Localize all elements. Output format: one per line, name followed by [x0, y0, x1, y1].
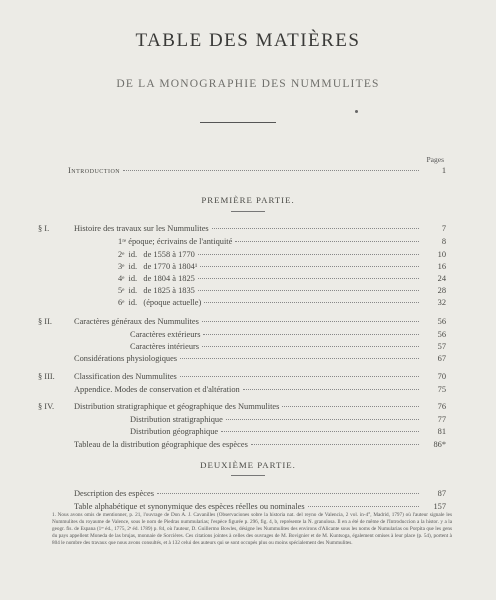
- toc-entry: [38, 317, 446, 326]
- toc-entry: [38, 372, 446, 381]
- pages-column-header: Pages: [426, 155, 444, 164]
- toc-entry-text: Caractères généraux des Nummulites: [74, 317, 199, 326]
- dot-leader: [180, 358, 419, 359]
- toc-introduction-label: Introduction: [68, 166, 121, 175]
- toc-entry-page: 76: [437, 402, 446, 411]
- toc-entry-page: 7: [441, 224, 446, 233]
- toc-entry-page: 75: [437, 385, 446, 394]
- toc-entry-text: 6ᵉ id. (époque actuelle): [118, 298, 202, 307]
- dot-leader: [123, 170, 419, 171]
- toc-entry-text: Considérations physiologiques: [74, 354, 178, 363]
- dot-leader: [235, 241, 419, 242]
- toc-entry-page: 87: [437, 489, 446, 498]
- toc-entry: [38, 354, 446, 363]
- toc-section-number: § IV.: [38, 402, 55, 411]
- toc-entry-page: 32: [437, 298, 446, 307]
- dot-leader: [202, 321, 419, 322]
- toc-entry: [38, 286, 446, 295]
- toc-entry-page: 67: [437, 354, 446, 363]
- toc-entry: [38, 489, 446, 498]
- toc-entry-text: Description des espèces: [74, 489, 155, 498]
- toc-entry-page: 24: [437, 274, 446, 283]
- toc-entry-page: 56: [437, 330, 446, 339]
- toc-entry: [38, 415, 446, 424]
- toc-entry-text: Classification des Nummulites: [74, 372, 177, 381]
- dot-leader: [243, 389, 419, 390]
- toc-entry-text: Caractères extérieurs: [130, 330, 201, 339]
- ink-dot: [355, 110, 358, 113]
- dot-leader: [203, 334, 419, 335]
- toc-introduction-page: 1: [441, 166, 446, 175]
- toc-entry-text: Caractères intérieurs: [130, 342, 200, 351]
- footnote: 1. Nous avons omis de mentionner, p. 21, l'ouvrage de Don A. J. Cavanilles (Observaciones sobre la historia nat. del reyno de Valencia, 2 vol. in-4°, Madrid, 1797) où l'auteur signale les Nummulites du royaume de Valence, sous le nom de Piedras nummularias; l'espèce figurée p. 296, fig. 4, b, représente la N. granulosa. Il en a été de même de l'Introduccion a la histor. y a la geogr. fis. de Espana (1ʳᵉ éd., 1775, 2ᵉ éd. 1789) p. 84, où l'auteur, D. Guillermo Bowles, désigne les Nummulites des environs d'Alicante sous les noms de Numularias ou Porpita que les gens du pays appellent Moneda de las brujas, monnaie de Sorcières. Ces citations jointes à celles des ouvrages de M. Bovignier et de M. Kuntsoga, également omises à leur place (p. 54), portent à 804 le nombre des travaux que nous avons consultés, et à 132 celui des auteurs qui se sont occupés plus ou moins spécialement des Nummulites.: [52, 512, 452, 546]
- toc-entry: [38, 342, 446, 351]
- dot-leader: [308, 506, 419, 507]
- toc-entry: [38, 262, 446, 271]
- toc-entry-text: Histoire des travaux sur les Nummulites: [74, 224, 209, 233]
- toc-entry: [38, 274, 446, 283]
- toc-entry-page: 77: [437, 415, 446, 424]
- toc-entry-page: 28: [437, 286, 446, 295]
- dot-leader: [198, 290, 419, 291]
- toc-section-number: § II.: [38, 317, 52, 326]
- toc-entry: [38, 502, 446, 511]
- toc-entry-text: 4ᵉ id. de 1804 à 1825: [118, 274, 195, 283]
- dot-leader: [157, 493, 419, 494]
- dot-leader: [198, 278, 419, 279]
- toc-entry-page: 10: [437, 250, 446, 259]
- dot-leader: [200, 266, 419, 267]
- part-rule-2: [231, 475, 265, 476]
- toc-entry-text: 1ʳᵉ époque; écrivains de l'antiquité: [118, 237, 233, 246]
- toc-entry-text: Distribution stratigraphique et géographique des Nummulites: [74, 402, 280, 411]
- toc-entry-page: 16: [437, 262, 446, 271]
- dot-leader: [180, 376, 419, 377]
- toc-entry-text: Table alphabétique et synonymique des espèces réelles ou nominales: [74, 502, 305, 511]
- toc-entry-text: 5ᵉ id. de 1825 à 1835: [118, 286, 195, 295]
- toc-entry-page: 157: [433, 502, 446, 511]
- part-rule-1: [231, 211, 265, 212]
- dot-leader: [202, 346, 419, 347]
- toc-entry-page: 86*: [433, 440, 446, 449]
- toc-section-number: § I.: [38, 224, 50, 233]
- toc-introduction: [68, 166, 446, 175]
- toc-entry: [38, 402, 446, 411]
- page-subtitle: DE LA MONOGRAPHIE DES NUMMULITES: [116, 78, 380, 90]
- toc-entry-text: 2ᵉ id. de 1558 à 1770: [118, 250, 195, 259]
- toc-entry-text: Tableau de la distribution géographique des espèces: [74, 440, 248, 449]
- part-heading-2: DEUXIÈME PARTIE.: [200, 460, 296, 470]
- toc-entry-page: 8: [441, 237, 446, 246]
- toc-entry: [38, 385, 446, 394]
- dot-leader: [221, 431, 419, 432]
- toc-entry: [38, 330, 446, 339]
- dot-leader: [204, 302, 419, 303]
- dot-leader: [212, 228, 419, 229]
- dot-leader: [282, 406, 419, 407]
- title-rule: [200, 122, 276, 123]
- toc-entry: [38, 224, 446, 233]
- toc-entry-page: 57: [437, 342, 446, 351]
- toc-entry-text: Appendice. Modes de conservation et d'altération: [74, 385, 240, 394]
- toc-entry: [38, 427, 446, 436]
- page-title: TABLE DES MATIÈRES: [135, 30, 361, 51]
- dot-leader: [251, 444, 419, 445]
- part-heading-1: PREMIÈRE PARTIE.: [201, 195, 295, 205]
- toc-entry-page: 81: [437, 427, 446, 436]
- dot-leader: [226, 419, 419, 420]
- toc-section-number: § III.: [38, 372, 55, 381]
- toc-entry: [38, 237, 446, 246]
- toc-entry-text: Distribution géographique: [130, 427, 219, 436]
- toc-entry: [38, 298, 446, 307]
- toc-entry: [38, 250, 446, 259]
- toc-entry-text: Distribution stratigraphique: [130, 415, 223, 424]
- toc-entry-page: 70: [437, 372, 446, 381]
- toc-entry-page: 56: [437, 317, 446, 326]
- toc-entry: [38, 440, 446, 449]
- dot-leader: [198, 254, 419, 255]
- toc-entry-text: 3ᵉ id. de 1770 à 1804¹: [118, 262, 198, 271]
